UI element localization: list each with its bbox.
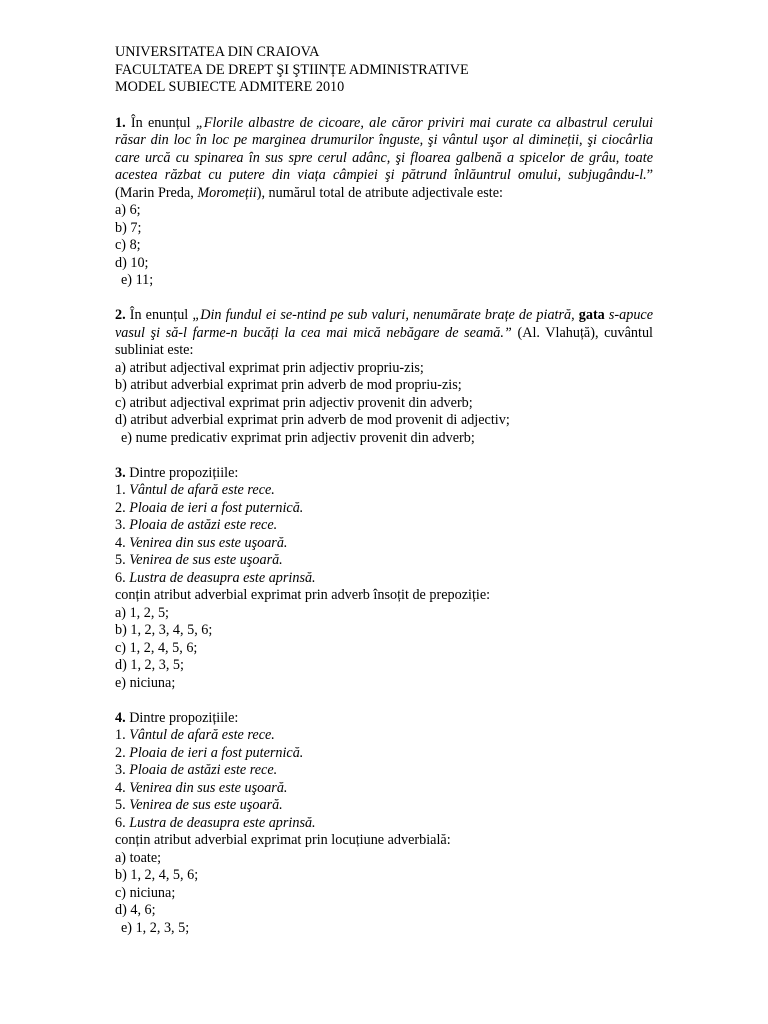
document-header [115, 44, 653, 97]
example-sentence [115, 570, 653, 588]
document-page [115, 44, 653, 937]
answer-option: a) 1, 2, 5; [115, 604, 169, 621]
question-text: conțin atribut adverbial exprimat prin locuțiune adverbială: [115, 832, 451, 848]
sentence-text: Ploaia de ieri a fost puternică. [129, 744, 304, 761]
quoted-text: s-apuce vasul şi să-l farme-n bucăți la cea mai mică nebăgare de seamă.” [115, 307, 654, 341]
sentence-number: 4. [115, 779, 130, 796]
answer-option: a) toate; [115, 849, 162, 866]
highlighted-word: gata [578, 307, 605, 323]
question-text: (Al. Vlahuță), cuvântul subliniat este: [115, 324, 653, 358]
sentence-number: 4. [115, 534, 130, 551]
answer-option: e) nume predicativ exprimat prin adjectiv provenit din adverb; [121, 429, 475, 446]
question-intro: Dintre propozițiile: [125, 709, 239, 726]
sentence-number: 3. [115, 762, 130, 778]
answer-option: e) niciuna; [115, 674, 176, 691]
answer-option: b) atribut adverbial exprimat prin adverb de mod propriu-zis; [115, 377, 462, 393]
answer-option: c) niciuna; [115, 884, 176, 901]
answer-option: d) atribut adverbial exprimat prin adverb de mod provenit di adjectiv; [115, 412, 510, 428]
exam-title: MODEL SUBIECTE ADMITERE 2010 [115, 79, 345, 95]
question-number: 3. [115, 464, 126, 481]
quoted-text: „Florile albastre de cicoare, ale căror priviri mai curate ca albastrul cerului răsar din loc în loc pe marginea drumurilor înguste, şi vântul uşor al dimineții, şi ciocârlia care urcă cu spinarea în sus spre cerul adânc, şi floarea galbenă a spicelor de grâu, toate acestea răzbat cu putere din viața câmpiei şi pătrund înlăuntrul omului, subjugându-l. [115, 114, 653, 183]
example-sentence [115, 797, 653, 815]
question-3 [115, 465, 653, 693]
example-sentence [115, 482, 653, 500]
sentence-text: Venirea din sus este uşoară. [129, 534, 288, 551]
example-sentence [115, 815, 653, 833]
quoted-text: „Din fundul ei se-ntind pe sub valuri, nenumărate brațe de piatră, [192, 307, 579, 323]
question-number: 2. [115, 307, 126, 323]
sentence-text: Lustra de deasupra este aprinsă. [129, 569, 316, 586]
example-sentence [115, 762, 653, 780]
sentence-text: Venirea de sus este uşoară. [129, 797, 283, 813]
sentence-text: Lustra de deasupra este aprinsă. [129, 814, 316, 831]
question-1-stem [115, 115, 653, 203]
sentence-number: 6. [115, 814, 130, 831]
sentence-number: 5. [115, 797, 130, 813]
sentence-text: Venirea de sus este uşoară. [129, 552, 283, 568]
question-intro: În enunțul [125, 307, 193, 323]
sentence-text: Vântul de afară este rece. [129, 482, 275, 498]
example-sentence [115, 727, 653, 745]
question-intro: Dintre propozițiile: [125, 464, 239, 481]
faculty-name: FACULTATEA DE DREPT ŞI ŞTIINȚE ADMINISTRATIVE [115, 61, 469, 78]
example-sentence [115, 552, 653, 570]
example-sentence [115, 517, 653, 535]
question-text: conțin atribut adverbial exprimat prin adverb însoțit de prepoziție: [115, 587, 491, 603]
question-2-stem [115, 307, 653, 360]
sentence-text: Vântul de afară este rece. [129, 727, 275, 743]
question-3-stem [115, 465, 653, 483]
quote-attribution: ” (Marin Preda, [115, 167, 653, 201]
sentence-number: 2. [115, 499, 130, 516]
question-2 [115, 307, 653, 447]
question-text: ), numărul total de atribute adjectivale este: [256, 184, 503, 201]
question-4 [115, 710, 653, 938]
question-number: 4. [115, 709, 126, 726]
answer-option: a) atribut adjectival exprimat prin adjectiv propriu-zis; [115, 359, 424, 376]
answer-option: c) 1, 2, 4, 5, 6; [115, 639, 198, 656]
example-sentence [115, 745, 653, 763]
question-number: 1. [115, 114, 126, 131]
answer-option: b) 1, 2, 4, 5, 6; [115, 867, 199, 883]
answer-option: d) 4, 6; [115, 902, 156, 918]
sentence-number: 1. [115, 727, 130, 743]
sentence-text: Venirea din sus este uşoară. [129, 779, 288, 796]
answer-option: d) 1, 2, 3, 5; [115, 657, 184, 673]
university-name: UNIVERSITATEA DIN CRAIOVA [115, 44, 320, 60]
sentence-number: 5. [115, 552, 130, 568]
question-1 [115, 115, 653, 290]
sentence-text: Ploaia de ieri a fost puternică. [129, 499, 304, 516]
answer-option: d) 10; [115, 254, 149, 271]
answer-option: e) 11; [121, 272, 154, 288]
sentence-number: 1. [115, 482, 130, 498]
sentence-text: Ploaia de astăzi este rece. [129, 517, 278, 533]
sentence-number: 3. [115, 517, 130, 533]
example-sentence [115, 500, 653, 518]
work-title: Moromeții [197, 184, 257, 201]
answer-option: c) 8; [115, 237, 141, 253]
answer-option: b) 7; [115, 219, 142, 236]
sentence-number: 2. [115, 744, 130, 761]
question-intro: În enunțul [125, 114, 196, 131]
example-sentence [115, 780, 653, 798]
sentence-number: 6. [115, 569, 130, 586]
answer-option: b) 1, 2, 3, 4, 5, 6; [115, 622, 213, 638]
sentence-text: Ploaia de astăzi este rece. [129, 762, 278, 778]
question-4-stem [115, 710, 653, 728]
answer-option: a) 6; [115, 202, 141, 218]
answer-option: c) atribut adjectival exprimat prin adjectiv provenit din adverb; [115, 394, 473, 411]
example-sentence [115, 535, 653, 553]
answer-option: e) 1, 2, 3, 5; [121, 919, 190, 936]
